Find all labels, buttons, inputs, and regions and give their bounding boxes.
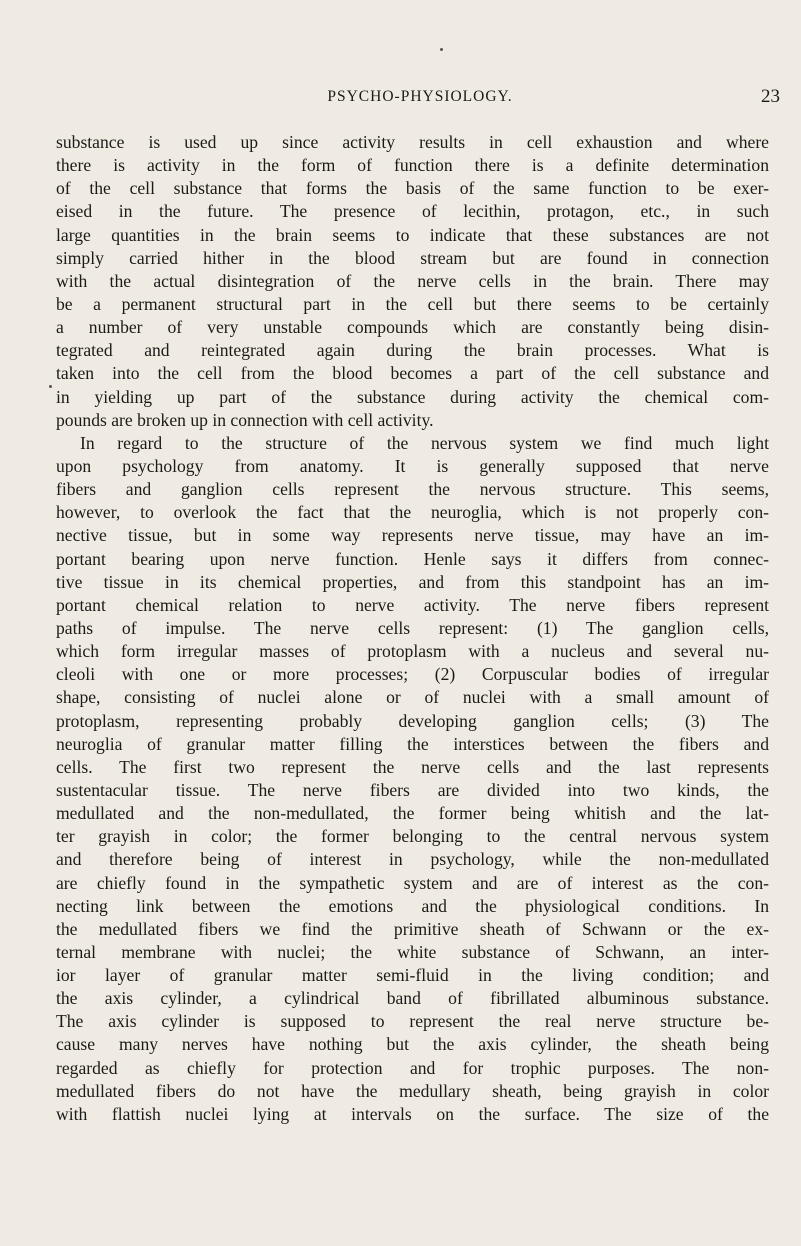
text-line: necting link between the emotions and the physiological conditions. In bbox=[56, 895, 769, 916]
text-line: eised in the future. The presence of lecithin, protagon, etc., in such bbox=[56, 201, 769, 222]
text-line: a number of very unstable compounds which are constantly being disin- bbox=[56, 317, 769, 338]
text-line: medullated and the non-medullated, the former being whitish and the lat- bbox=[56, 803, 769, 824]
text-line: fibers and ganglion cells represent the nervous structure. This seems, bbox=[56, 479, 769, 500]
text-line: large quantities in the brain seems to indicate that these substances are not bbox=[56, 224, 769, 245]
text-line: and therefore being of interest in psychology, while the non-medullated bbox=[56, 849, 769, 870]
text-line: the medullated fibers we find the primitive sheath of Schwann or the ex- bbox=[56, 918, 769, 939]
text-line: protoplasm, representing probably developing ganglion cells; (3) The bbox=[56, 710, 769, 731]
page-number: 23 bbox=[761, 86, 780, 107]
text-line: portant bearing upon nerve function. Henle says it differs from connec- bbox=[56, 548, 769, 569]
paragraph-first-line: In regard to the structure of the nervous system we find much light bbox=[80, 432, 769, 453]
text-line: medullated fibers do not have the medullary sheath, being grayish in color bbox=[56, 1080, 769, 1101]
text-line: sustentacular tissue. The nerve fibers are divided into two kinds, the bbox=[56, 779, 769, 800]
body-text bbox=[56, 131, 769, 1126]
text-line: taken into the cell from the blood becomes a part of the cell substance and bbox=[56, 363, 769, 384]
text-line: be a permanent structural part in the cell but there seems to be certainly bbox=[56, 293, 769, 314]
text-line: ternal membrane with nuclei; the white substance of Schwann, an inter- bbox=[56, 941, 769, 962]
text-line: simply carried hither in the blood stream but are found in connection bbox=[56, 247, 769, 268]
text-line: the axis cylinder, a cylindrical band of fibrillated albuminous substance. bbox=[56, 988, 769, 1009]
text-line: with the actual disintegration of the nerve cells in the brain. There may bbox=[56, 270, 769, 291]
text-line: tive tissue in its chemical properties, and from this standpoint has an im- bbox=[56, 571, 769, 592]
running-title: PSYCHO-PHYSIOLOGY. bbox=[327, 88, 513, 105]
text-line: substance is used up since activity results in cell exhaustion and where bbox=[56, 132, 769, 152]
text-line: cells. The first two represent the nerve cells and the last represents bbox=[56, 756, 769, 777]
text-line: neuroglia of granular matter filling the interstices between the fibers and bbox=[56, 733, 769, 754]
text-line: cleoli with one or more processes; (2) Corpuscular bodies of irregular bbox=[56, 664, 769, 685]
text-line: regarded as chiefly for protection and for trophic purposes. The non- bbox=[56, 1057, 769, 1078]
text-line: The axis cylinder is supposed to represent the real nerve structure be- bbox=[56, 1011, 769, 1032]
text-line: portant chemical relation to nerve activity. The nerve fibers represent bbox=[56, 594, 769, 615]
paragraph-last-line: pounds are broken up in connection with cell activity. bbox=[56, 409, 434, 430]
text-line: there is activity in the form of function there is a definite determination bbox=[56, 155, 769, 176]
text-line: nective tissue, but in some way represents nerve tissue, may have an im- bbox=[56, 525, 769, 546]
text-line: with flattish nuclei lying at intervals on the surface. The size of the bbox=[56, 1103, 769, 1124]
text-line: upon psychology from anatomy. It is generally supposed that nerve bbox=[56, 455, 769, 476]
ink-speck-mark bbox=[49, 385, 52, 388]
ink-speck-mark bbox=[440, 48, 443, 51]
text-line: of the cell substance that forms the basis of the same function to be exer- bbox=[56, 178, 769, 199]
text-line: ter grayish in color; the former belonging to the central nervous system bbox=[56, 826, 769, 847]
text-line: in yielding up part of the substance during activity the chemical com- bbox=[56, 386, 769, 407]
text-line: shape, consisting of nuclei alone or of nuclei with a small amount of bbox=[56, 687, 769, 708]
text-line: which form irregular masses of protoplasm with a nucleus and several nu- bbox=[56, 641, 769, 662]
text-line: are chiefly found in the sympathetic system and are of interest as the con- bbox=[56, 872, 769, 893]
text-line: tegrated and reintegrated again during the brain processes. What is bbox=[56, 340, 769, 361]
text-line: ior layer of granular matter semi-fluid in the living condition; and bbox=[56, 965, 769, 986]
running-header bbox=[60, 86, 780, 110]
text-line: however, to overlook the fact that the neuroglia, which is not properly con- bbox=[56, 502, 769, 523]
text-line: paths of impulse. The nerve cells represent: (1) The ganglion cells, bbox=[56, 617, 769, 638]
text-line: cause many nerves have nothing but the axis cylinder, the sheath being bbox=[56, 1034, 769, 1055]
